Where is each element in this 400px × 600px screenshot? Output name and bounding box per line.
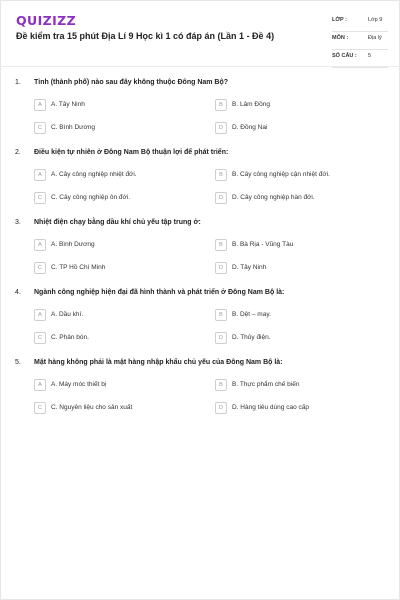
meta-value: Lớp 9 <box>368 17 383 23</box>
option-letter-box: A <box>34 99 46 111</box>
option-letter-box: C <box>34 332 46 344</box>
option-text: D. Cây công nghiệp hàn đới. <box>232 194 315 201</box>
option-text: B. Bà Rịa - Vũng Tàu <box>232 241 294 248</box>
option-letter-box: A <box>34 379 46 391</box>
option-letter-box: A <box>34 169 46 181</box>
option-text: D. Thủy điện. <box>232 334 271 341</box>
meta-value: 5 <box>368 53 372 59</box>
question-text: Ngành công nghiệp hiện đại đã hình thành và phát triển ở Đông Nam Bộ là: <box>34 289 285 296</box>
option-text: C. Bình Dương <box>51 124 96 131</box>
option-text: A. Bình Dương <box>51 241 95 248</box>
option-letter-box: C <box>34 262 46 274</box>
question-text: Điều kiện tự nhiên ở Đông Nam Bộ thuận lợi để phát triển: <box>34 149 229 156</box>
option-letter-box: C <box>34 122 46 134</box>
option-text: D. Hàng tiêu dùng cao cấp <box>232 404 309 411</box>
option-letter-box: B <box>215 239 227 251</box>
option-letter-box: B <box>215 379 227 391</box>
meta-row-class <box>332 14 388 32</box>
option-text: C. TP Hồ Chí Minh <box>51 264 106 271</box>
option-text: D. Đồng Nai <box>232 124 268 131</box>
option-text: C. Phân bón. <box>51 334 89 341</box>
question-text: Tỉnh (thành phố) nào sau đây không thuộc Đông Nam Bộ? <box>34 79 229 86</box>
meta-label: LỚP : <box>332 17 347 23</box>
question-number: 4. <box>15 289 21 296</box>
option-letter-box: B <box>215 309 227 321</box>
quizizz-logo: QUIZIZZ <box>16 13 77 28</box>
option-text: A. Dầu khí. <box>51 311 84 318</box>
question-number: 1. <box>15 79 21 86</box>
question-text: Mặt hàng không phải là mặt hàng nhập khẩu chủ yếu của Đông Nam Bộ là: <box>34 359 283 366</box>
meta-value: Địa lý <box>368 35 382 41</box>
option-letter-box: B <box>215 99 227 111</box>
option-letter-box: A <box>34 309 46 321</box>
option-text: C. Cây công nghiệp ôn đới. <box>51 194 131 201</box>
option-text: C. Nguyên liệu cho sản xuất <box>51 404 133 411</box>
option-text: B. Dệt – may. <box>232 311 271 318</box>
option-text: D. Tây Ninh <box>232 264 267 271</box>
option-text: A. Tây Ninh <box>51 101 85 108</box>
meta-label: SỐ CÂU : <box>332 53 357 59</box>
option-letter-box: D <box>215 122 227 134</box>
option-text: A. Cây công nghiệp nhiệt đới. <box>51 171 137 178</box>
option-letter-box: B <box>215 169 227 181</box>
worksheet-meta <box>332 14 388 68</box>
question-number: 5. <box>15 359 21 366</box>
option-letter-box: D <box>215 192 227 204</box>
meta-row-subject <box>332 32 388 50</box>
question-number: 3. <box>15 219 21 226</box>
header-divider <box>0 66 400 67</box>
option-letter-box: D <box>215 402 227 414</box>
option-text: B. Thực phẩm chế biến <box>232 381 300 388</box>
question-text: Nhiệt điện chạy bằng dầu khí chủ yếu tập trung ở: <box>34 219 201 226</box>
worksheet-title: Đề kiểm tra 15 phút Địa Lí 9 Học kì 1 có đáp án (Lần 1 - Đề 4) <box>16 31 275 41</box>
option-letter-box: A <box>34 239 46 251</box>
option-text: B. Lâm Đồng <box>232 101 270 108</box>
meta-label: MÔN : <box>332 35 349 41</box>
option-letter-box: D <box>215 332 227 344</box>
option-letter-box: C <box>34 192 46 204</box>
option-text: A. Máy móc thiết bị <box>51 381 107 388</box>
option-letter-box: C <box>34 402 46 414</box>
question-number: 2. <box>15 149 21 156</box>
option-letter-box: D <box>215 262 227 274</box>
option-text: B. Cây công nghiệp cận nhiệt đới. <box>232 171 330 178</box>
